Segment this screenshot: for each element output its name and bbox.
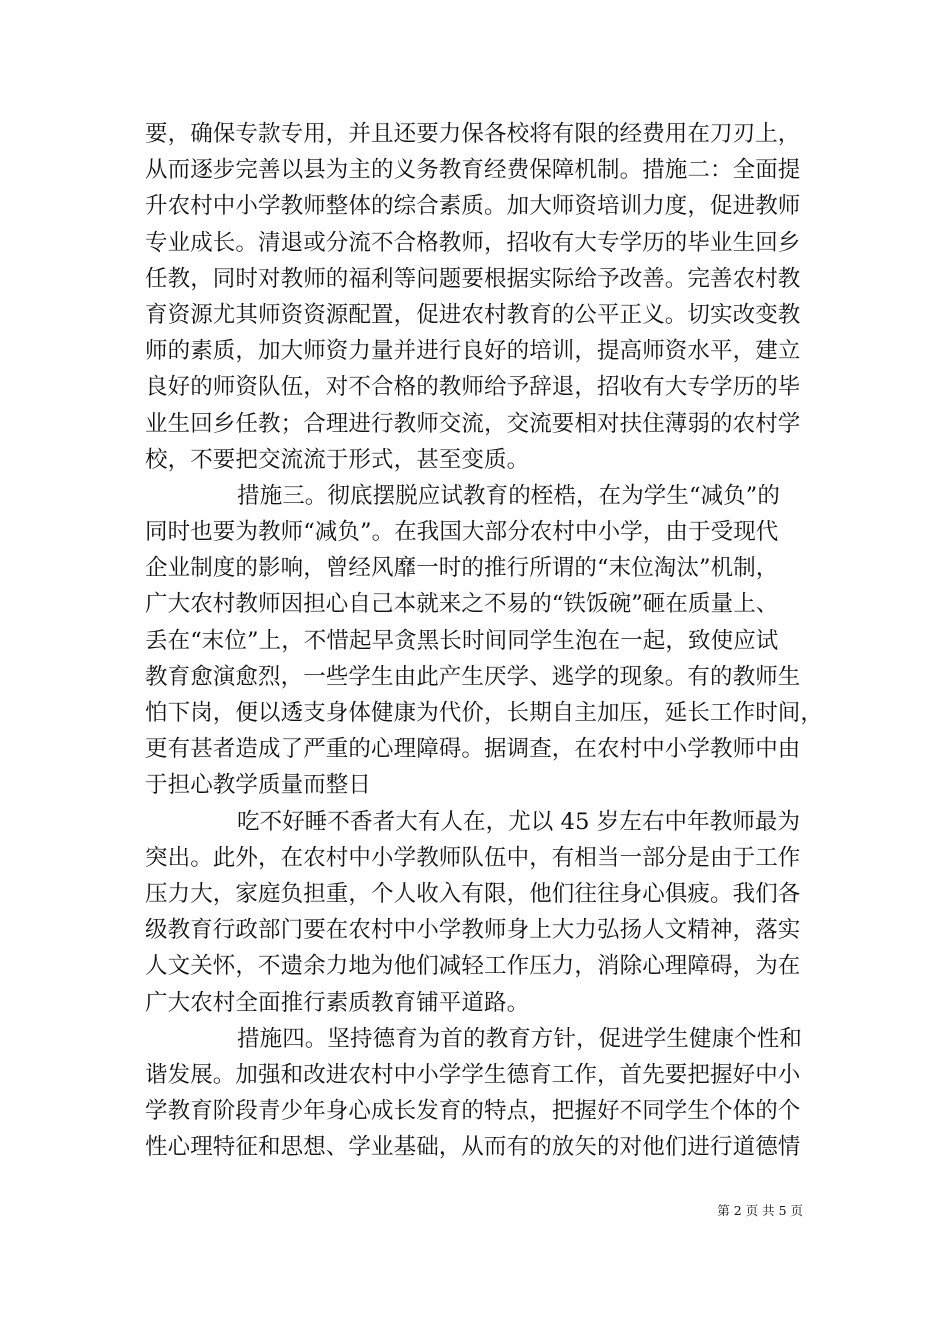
text-line: 吃不好睡不香者大有人在，尤以 45 岁左右中年教师最为 bbox=[237, 808, 801, 835]
text-line: 突出。此外，在农村中小学教师队伍中，有相当一部分是由于工作 bbox=[145, 844, 801, 871]
text-line: 于担心教学质量而整日 bbox=[145, 772, 372, 799]
text-line: 教育愈演愈烈，一些学生由此产生厌学、逃学的现象。有的教师生 bbox=[145, 663, 801, 690]
text-line: 育资源尤其师资资源配置，促进农村教育的公平正义。切实改变教 bbox=[145, 301, 801, 328]
paragraph-measure-four bbox=[145, 1021, 809, 1166]
paragraph-measure-three bbox=[145, 478, 824, 804]
text-line: 更有甚者造成了严重的心理障碍。据调查，在农村中小学教师中由 bbox=[145, 736, 801, 763]
text-line: 学教育阶段青少年身心成长发育的特点，把握好不同学生个体的个 bbox=[145, 1098, 801, 1125]
text-line: 丢在“末位”上，不惜起早贪黑长时间同学生泡在一起，致使应试 bbox=[145, 627, 779, 654]
text-line: 谐发展。加强和改进农村中小学学生德育工作，首先要把握好中小 bbox=[145, 1061, 801, 1088]
text-line: 师的素质，加大师资力量并进行良好的培训，提高师资水平，建立 bbox=[145, 338, 801, 365]
text-line: 压力大，家庭负担重，个人收入有限，他们往往身心俱疲。我们各 bbox=[145, 880, 801, 907]
document-body bbox=[145, 116, 824, 1165]
text-line: 同时也要为教师“减负”。在我国大部分农村中小学，由于受现代 bbox=[145, 519, 779, 546]
paragraph-measure-two-continued bbox=[145, 116, 809, 478]
text-line: 怕下岗，便以透支身体健康为代价，长期自主加压，延长工作时间， bbox=[145, 700, 824, 726]
paragraph-teacher-stress bbox=[145, 804, 809, 1021]
page-number-footer: 第 2 页 共 5 页 bbox=[717, 1203, 803, 1218]
text-line: 业生回乡任教；合理进行教师交流，交流要相对扶住薄弱的农村学 bbox=[145, 410, 801, 437]
text-line: 广大农村全面推行素质教育铺平道路。 bbox=[145, 989, 530, 1016]
text-line: 措施四。坚持德育为首的教育方针，促进学生健康个性和 bbox=[237, 1025, 803, 1052]
text-line: 企业制度的影响，曾经风靡一时的推行所谓的“末位淘汰”机制， bbox=[145, 555, 779, 582]
text-line: 专业成长。清退或分流不合格教师，招收有大专学历的毕业生回乡 bbox=[145, 229, 801, 256]
text-line: 良好的师资队伍，对不合格的教师给予辞退，招收有大专学历的毕 bbox=[145, 374, 801, 401]
text-line: 任教，同时对教师的福利等问题要根据实际给予改善。完善农村教 bbox=[145, 265, 801, 292]
text-line: 广大农村教师因担心自己本就来之不易的“铁饭碗”砸在质量上、 bbox=[145, 591, 779, 618]
text-line: 校，不要把交流流于形式，甚至变质。 bbox=[145, 446, 530, 473]
text-line: 人文关怀，不遗余力地为他们减轻工作压力，消除心理障碍，为在 bbox=[145, 953, 801, 980]
text-line: 措施三。彻底摆脱应试教育的桎梏，在为学生“减负”的 bbox=[237, 482, 781, 509]
text-line: 级教育行政部门要在农村中小学教师身上大力弘扬人文精神，落实 bbox=[145, 917, 801, 944]
text-line: 从而逐步完善以县为主的义务教育经费保障机制。措施二：全面提 bbox=[145, 157, 801, 184]
text-line: 要，确保专款专用，并且还要力保各校将有限的经费用在刀刃上， bbox=[145, 121, 801, 147]
text-line: 升农村中小学教师整体的综合素质。加大师资培训力度，促进教师 bbox=[145, 193, 801, 220]
text-line: 性心理特征和思想、学业基础，从而有的放矢的对他们进行道德情 bbox=[145, 1134, 801, 1161]
